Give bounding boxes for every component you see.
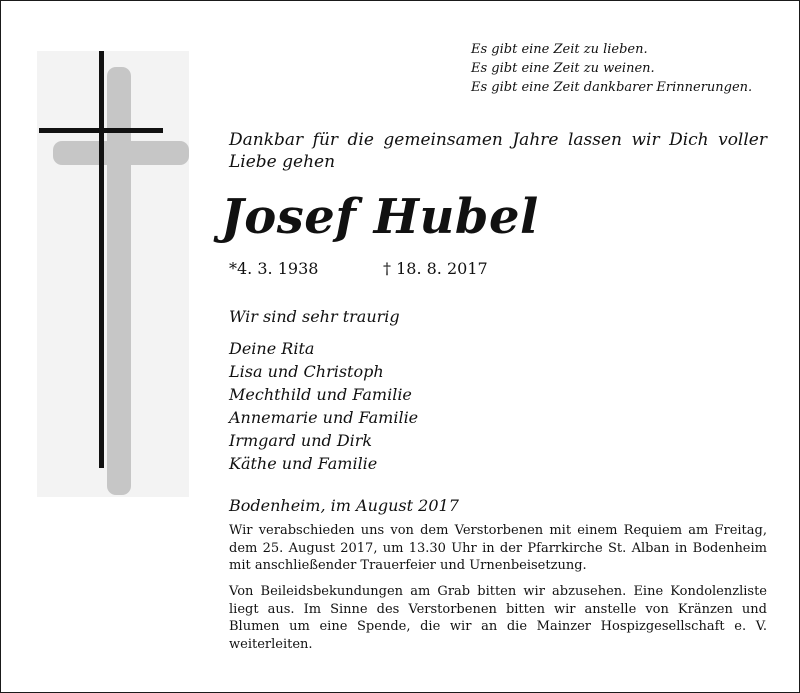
life-dates [229, 258, 488, 280]
mourner-name: Deine Rita [229, 339, 315, 358]
donation-info: Von Beileidsbekundungen am Grab bitten wir abzusehen. Eine Kondolenzliste liegt aus. Im Sinne des Verstorbenen bitten wir anstelle von Kränzen und Blumen um eine Spende, die wir an die Mainzer Hospizgesellschaft e. V. weiterleiten. [229, 584, 767, 652]
quote-block [471, 40, 791, 97]
quote-line: Es gibt eine Zeit dankbarer Erinnerungen. [471, 80, 753, 95]
place-date: Bodenheim, im August 2017 [229, 496, 459, 515]
mourner-name: Annemarie und Familie [229, 408, 419, 427]
cross-icon [37, 51, 189, 497]
mourners-lead: Wir sind sehr traurig [229, 307, 400, 326]
deceased-name: Josef Hubel [221, 189, 539, 245]
mourner-name: Irmgard und Dirk [229, 431, 373, 450]
mourners-list [229, 305, 418, 475]
quote-line: Es gibt eine Zeit zu weinen. [471, 61, 655, 76]
service-info: Wir verabschieden uns von dem Verstorbenen mit einem Requiem am Freitag, dem 25. August 2017, um 13.30 Uhr in der Pfarrkirche St. Alban in Bodenheim mit anschließender Trauerfeier und Urnenbeisetzung. [229, 523, 767, 573]
birth-date: *4. 3. 1938 [229, 259, 319, 278]
cross-illustration [37, 51, 189, 497]
death-date: † 18. 8. 2017 [383, 259, 488, 278]
intro-text: Dankbar für die gemeinsamen Jahre lassen wir Dich voller Liebe gehen [229, 130, 767, 172]
mourner-name: Käthe und Familie [229, 454, 378, 473]
mourner-name: Lisa und Christoph [229, 362, 384, 381]
quote-line: Es gibt eine Zeit zu lieben. [471, 42, 648, 57]
mourner-name: Mechthild und Familie [229, 385, 412, 404]
